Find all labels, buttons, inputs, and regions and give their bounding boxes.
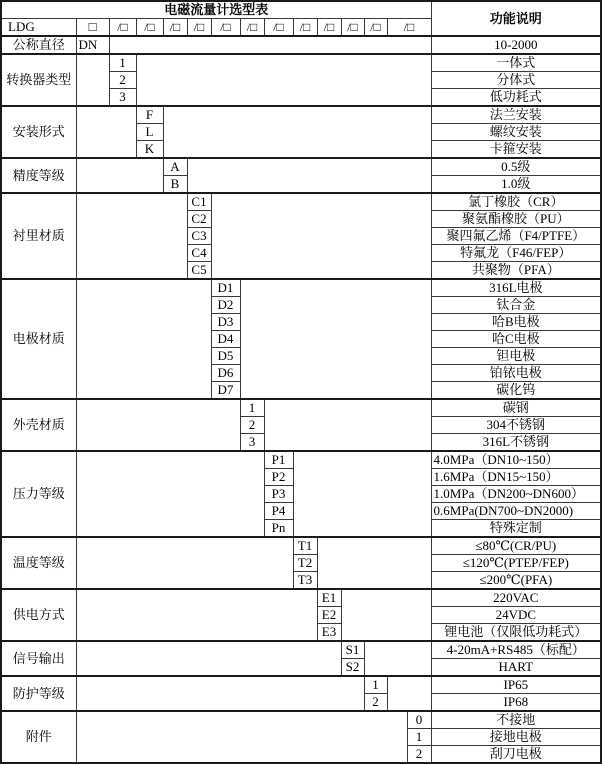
code-cell: 1 bbox=[407, 729, 431, 746]
function-desc-cell: 220VAC bbox=[431, 589, 601, 607]
function-desc-cell: 特氟龙（F46/FEP） bbox=[431, 245, 601, 262]
function-column-header: 功能说明 bbox=[431, 1, 601, 36]
spacer-cell bbox=[264, 399, 431, 451]
code-cell: 2 bbox=[407, 746, 431, 764]
model-slot: /□ bbox=[317, 19, 341, 37]
code-cell: S1 bbox=[341, 641, 364, 659]
section-lining-material bbox=[1, 193, 601, 211]
function-desc-cell: 1.6MPa（DN15~150） bbox=[431, 469, 601, 486]
label-protection-rating: 防护等级 bbox=[1, 676, 76, 711]
spacer-cell bbox=[76, 193, 187, 279]
code-cell: 1 bbox=[364, 676, 387, 694]
section-power-supply bbox=[1, 589, 601, 607]
model-prefix: LDG bbox=[1, 19, 76, 37]
model-slot: /□ bbox=[187, 19, 211, 37]
code-cell: D4 bbox=[211, 331, 240, 348]
function-desc-cell: ≤120℃(PTEP/FEP) bbox=[431, 555, 601, 572]
model-slot: /□ bbox=[240, 19, 264, 37]
function-desc-cell: ≤80℃(CR/PU) bbox=[431, 537, 601, 555]
function-desc-cell: 一体式 bbox=[431, 54, 601, 72]
code-cell: D2 bbox=[211, 297, 240, 314]
model-slot: /□ bbox=[387, 19, 431, 37]
code-cell: T1 bbox=[293, 537, 317, 555]
code-cell: A bbox=[163, 158, 187, 176]
function-desc-cell: 接地电极 bbox=[431, 729, 601, 746]
section-converter-type bbox=[1, 54, 601, 72]
spacer-cell bbox=[240, 279, 431, 399]
function-desc-cell: 碳化钨 bbox=[431, 382, 601, 400]
code-cell: 3 bbox=[109, 89, 136, 107]
function-desc-cell: 低功耗式 bbox=[431, 89, 601, 107]
function-desc-cell: 特殊定制 bbox=[431, 520, 601, 538]
spacer-cell bbox=[341, 589, 431, 641]
code-cell: 1 bbox=[240, 399, 264, 417]
code-cell: D5 bbox=[211, 348, 240, 365]
function-desc-cell: 不接地 bbox=[431, 711, 601, 729]
label-signal-output: 信号输出 bbox=[1, 641, 76, 676]
spacer-cell bbox=[364, 641, 431, 676]
spacer-cell bbox=[76, 451, 264, 537]
code-cell: 2 bbox=[364, 694, 387, 712]
label-lining-material: 衬里材质 bbox=[1, 193, 76, 279]
label-nominal-diameter: 公称直径 bbox=[1, 36, 76, 54]
function-desc-cell: 1.0MPa（DN200~DN600） bbox=[431, 486, 601, 503]
section-protection-rating bbox=[1, 676, 601, 694]
code-cell: C3 bbox=[187, 228, 211, 245]
code-cell: 0 bbox=[407, 711, 431, 729]
code-cell: P2 bbox=[264, 469, 293, 486]
function-desc-cell: 共聚物（PFA） bbox=[431, 262, 601, 280]
code-cell: B bbox=[163, 176, 187, 194]
label-accuracy-class: 精度等级 bbox=[1, 158, 76, 193]
spacer-cell bbox=[317, 537, 431, 589]
code-cell: C1 bbox=[187, 193, 211, 211]
model-slot: /□ bbox=[293, 19, 317, 37]
model-slot: /□ bbox=[264, 19, 293, 37]
function-desc-cell: 钛合金 bbox=[431, 297, 601, 314]
code-cell: P4 bbox=[264, 503, 293, 520]
code-cell: L bbox=[136, 124, 163, 141]
spacer-cell bbox=[76, 537, 293, 589]
section-nominal-diameter bbox=[1, 36, 601, 54]
model-slot: /□ bbox=[163, 19, 187, 37]
code-cell: T3 bbox=[293, 572, 317, 590]
function-desc-cell: HART bbox=[431, 659, 601, 677]
code-cell: D6 bbox=[211, 365, 240, 382]
spacer-cell bbox=[136, 54, 431, 106]
code-cell: 3 bbox=[240, 434, 264, 452]
code-cell: 2 bbox=[109, 72, 136, 89]
function-desc-cell: 4.0MPa（DN10~150） bbox=[431, 451, 601, 469]
section-temperature-rating bbox=[1, 537, 601, 555]
code-cell: C4 bbox=[187, 245, 211, 262]
code-cell: P1 bbox=[264, 451, 293, 469]
spacer-cell bbox=[293, 451, 431, 537]
function-desc-cell: 碳钢 bbox=[431, 399, 601, 417]
model-slot: /□ bbox=[341, 19, 364, 37]
section-accuracy-class bbox=[1, 158, 601, 176]
function-desc-cell: 分体式 bbox=[431, 72, 601, 89]
function-desc-cell: 1.0级 bbox=[431, 176, 601, 194]
function-desc-cell: 0.5级 bbox=[431, 158, 601, 176]
spacer-cell bbox=[76, 106, 136, 158]
function-desc-cell: 法兰安装 bbox=[431, 106, 601, 124]
function-desc-cell: 刮刀电极 bbox=[431, 746, 601, 764]
function-desc-cell: 316L不锈钢 bbox=[431, 434, 601, 452]
function-desc-cell: 卡箍安装 bbox=[431, 141, 601, 159]
spacer-cell bbox=[76, 641, 341, 676]
spacer-cell bbox=[76, 158, 163, 193]
function-desc-cell: 24VDC bbox=[431, 607, 601, 624]
spacer-cell bbox=[109, 36, 431, 54]
function-desc-cell: IP65 bbox=[431, 676, 601, 694]
code-cell: T2 bbox=[293, 555, 317, 572]
spacer-cell bbox=[76, 279, 211, 399]
function-desc-cell: 螺纹安装 bbox=[431, 124, 601, 141]
function-desc-cell: 哈B电极 bbox=[431, 314, 601, 331]
function-desc-cell: 10-2000 bbox=[431, 36, 601, 54]
code-cell: C2 bbox=[187, 211, 211, 228]
spacer-cell bbox=[387, 676, 431, 711]
function-desc-cell: ≤200℃(PFA) bbox=[431, 572, 601, 590]
label-power-supply: 供电方式 bbox=[1, 589, 76, 641]
spacer-cell bbox=[76, 589, 317, 641]
code-cell: D3 bbox=[211, 314, 240, 331]
function-desc-cell: IP68 bbox=[431, 694, 601, 712]
code-cell: D1 bbox=[211, 279, 240, 297]
model-slot: /□ bbox=[109, 19, 136, 37]
spacer-cell bbox=[211, 193, 431, 279]
function-desc-cell: 锂电池（仅限低功耗式） bbox=[431, 624, 601, 642]
code-cell: Pn bbox=[264, 520, 293, 538]
model-slot: /□ bbox=[211, 19, 240, 37]
code-cell: P3 bbox=[264, 486, 293, 503]
section-signal-output bbox=[1, 641, 601, 659]
spacer-cell bbox=[163, 106, 431, 158]
label-housing-material: 外壳材质 bbox=[1, 399, 76, 451]
section-electrode-material bbox=[1, 279, 601, 297]
section-installation-type bbox=[1, 106, 601, 124]
code-cell: E3 bbox=[317, 624, 341, 642]
model-slot: /□ bbox=[136, 19, 163, 37]
function-desc-cell: 聚四氟乙烯（F4/PTFE） bbox=[431, 228, 601, 245]
section-accessories bbox=[1, 711, 601, 729]
function-desc-cell: 316L电极 bbox=[431, 279, 601, 297]
code-cell: 2 bbox=[240, 417, 264, 434]
code-cell: K bbox=[136, 141, 163, 159]
code-cell: F bbox=[136, 106, 163, 124]
model-first-box: □ bbox=[76, 19, 109, 37]
code-cell: E2 bbox=[317, 607, 341, 624]
section-housing-material bbox=[1, 399, 601, 417]
code-cell: E1 bbox=[317, 589, 341, 607]
label-pressure-rating: 压力等级 bbox=[1, 451, 76, 537]
spacer-cell bbox=[187, 158, 431, 193]
title-row bbox=[1, 1, 601, 19]
code-cell: C5 bbox=[187, 262, 211, 280]
function-desc-cell: 4-20mA+RS485（标配） bbox=[431, 641, 601, 659]
page-title: 电磁流量计选型表 bbox=[1, 1, 431, 19]
code-cell: D7 bbox=[211, 382, 240, 400]
spacer-cell bbox=[76, 54, 109, 106]
section-pressure-rating bbox=[1, 451, 601, 469]
function-desc-cell: 哈C电极 bbox=[431, 331, 601, 348]
spacer-cell bbox=[76, 399, 240, 451]
code-cell: S2 bbox=[341, 659, 364, 677]
label-accessories: 附件 bbox=[1, 711, 76, 763]
function-desc-cell: 0.6MPa(DN700~DN2000) bbox=[431, 503, 601, 520]
model-slot: /□ bbox=[364, 19, 387, 37]
label-temperature-rating: 温度等级 bbox=[1, 537, 76, 589]
label-converter-type: 转换器类型 bbox=[1, 54, 76, 106]
function-desc-cell: 氯丁橡胶（CR） bbox=[431, 193, 601, 211]
spacer-cell bbox=[76, 711, 407, 763]
label-installation-type: 安装形式 bbox=[1, 106, 76, 158]
code-cell: DN bbox=[76, 36, 109, 54]
function-desc-cell: 聚氨酯橡胶（PU） bbox=[431, 211, 601, 228]
code-cell: 1 bbox=[109, 54, 136, 72]
function-desc-cell: 铂铱电极 bbox=[431, 365, 601, 382]
spacer-cell bbox=[76, 676, 364, 711]
label-electrode-material: 电极材质 bbox=[1, 279, 76, 399]
function-desc-cell: 304不锈钢 bbox=[431, 417, 601, 434]
function-desc-cell: 钽电极 bbox=[431, 348, 601, 365]
